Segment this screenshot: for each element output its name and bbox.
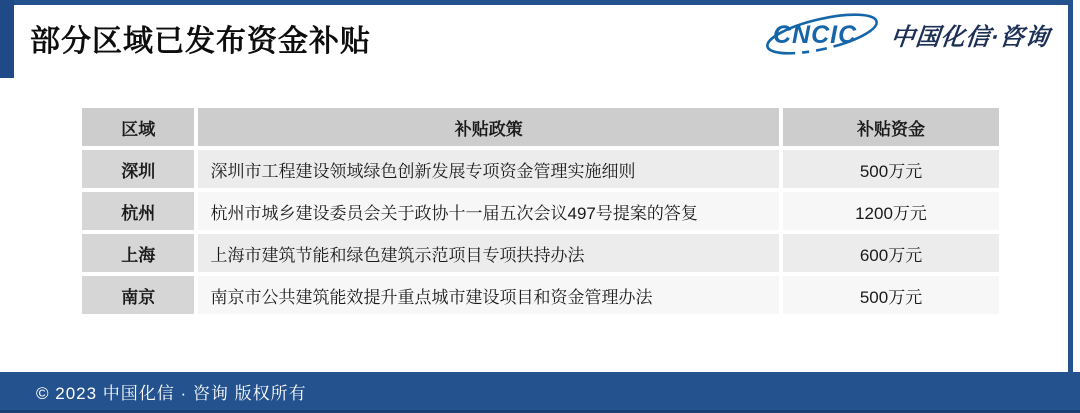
amount-cell: 500万元 xyxy=(783,150,999,188)
amount-cell: 1200万元 xyxy=(783,192,999,230)
policy-cell: 上海市建筑节能和绿色建筑示范项目专项扶持办法 xyxy=(198,234,779,272)
region-cell: 深圳 xyxy=(82,150,194,188)
logo-acronym: CNCIC xyxy=(773,21,858,49)
company-logo xyxy=(763,10,1050,58)
table-row xyxy=(82,150,999,188)
table-header-row xyxy=(82,108,999,146)
subsidy-table-container xyxy=(78,104,1003,318)
page-title: 部分区域已发布资金补贴 xyxy=(30,25,371,58)
cncic-logo-icon xyxy=(763,10,885,58)
policy-cell: 南京市公共建筑能效提升重点城市建设项目和资金管理办法 xyxy=(198,276,779,314)
region-cell: 南京 xyxy=(82,276,194,314)
table-row xyxy=(82,192,999,230)
amount-cell: 500万元 xyxy=(783,276,999,314)
column-header-region: 区域 xyxy=(82,108,194,146)
region-cell: 上海 xyxy=(82,234,194,272)
footer-bar xyxy=(0,372,1080,413)
policy-cell: 深圳市工程建设领域绿色创新发展专项资金管理实施细则 xyxy=(198,150,779,188)
table-row xyxy=(82,276,999,314)
subsidy-table xyxy=(78,104,1003,318)
top-border-line xyxy=(0,0,1073,5)
title-accent-bar xyxy=(0,0,14,78)
column-header-amount: 补贴资金 xyxy=(783,108,999,146)
logo-company-name: 中国化信·咨询 xyxy=(889,23,1052,51)
column-header-policy: 补贴政策 xyxy=(198,108,779,146)
policy-cell: 杭州市城乡建设委员会关于政协十一届五次会议497号提案的答复 xyxy=(198,192,779,230)
table-row xyxy=(82,234,999,272)
right-border-line xyxy=(1068,0,1073,413)
footer-copyright: © 2023 中国化信 · 咨询 版权所有 xyxy=(36,383,307,403)
region-cell: 杭州 xyxy=(82,192,194,230)
amount-cell: 600万元 xyxy=(783,234,999,272)
